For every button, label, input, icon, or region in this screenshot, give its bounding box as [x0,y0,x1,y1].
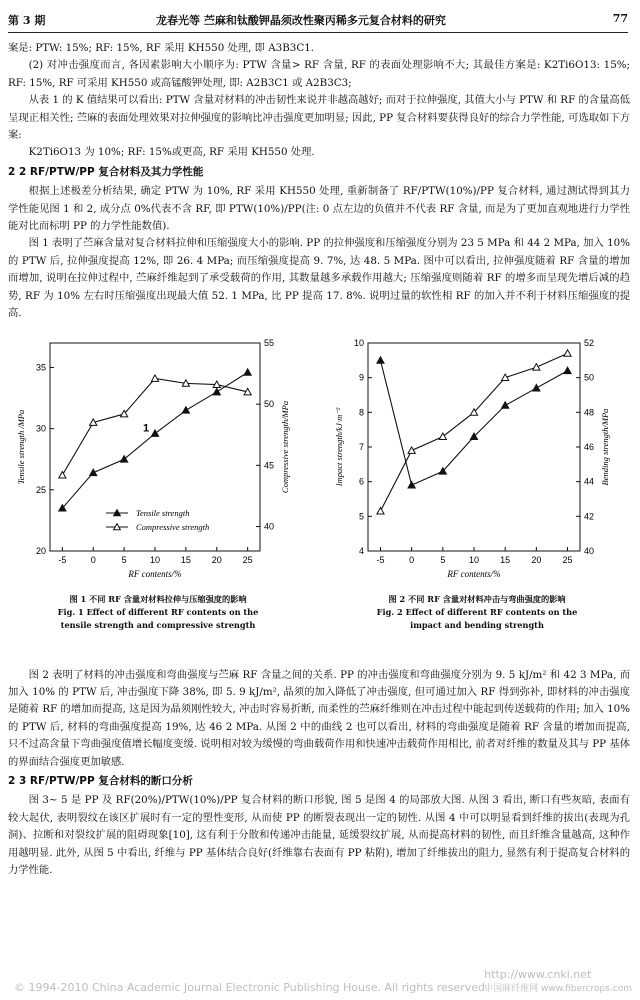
figure-2-chart [326,329,628,591]
y-right-tick-label: 55 [264,337,275,348]
x-tick-label: 0 [409,554,415,565]
y-right-tick-label: 45 [264,459,275,470]
x-tick-label: 10 [468,554,480,565]
y-left-tick-label: 20 [35,545,46,556]
figure-2-caption-en2: impact and bending strength [410,619,544,630]
running-title: 龙春光等 苎麻和钛酸钾晶须改性聚丙稀多元复合材料的研究 [156,14,446,27]
page-number: 77 [612,12,628,25]
data-point-open [533,363,540,369]
y-right-tick-label: 46 [584,441,595,452]
x-tick-label: 25 [562,554,573,565]
running-header [8,8,628,33]
data-point-filled [533,384,540,390]
figure-1-caption [8,593,308,632]
curve-label: 1 [143,422,150,435]
x-tick-label: 0 [90,554,96,565]
section-heading: 2 3 RF/PTW/PP 复合材料的断口分析 [8,774,193,787]
figure-2-caption-en: Fig. 2 Effect of different RF contents on the [376,606,578,617]
x-tick-label: 25 [242,554,253,565]
data-point-open [377,507,384,513]
data-point-filled [564,367,571,373]
y-left-tick-label: 25 [35,484,46,495]
data-point-open [59,471,66,477]
data-point-filled [244,368,251,374]
figure-1-caption-cn: 图 1 不同 RF 含量对材料拉伸与压缩强度的影响 [69,593,247,604]
y-right-axis-label: Compressive strength/MPa [280,400,290,493]
site-footer [484,968,632,994]
y-left-tick-label: 8 [358,406,364,417]
x-axis-label: RF contents/% [447,568,501,579]
figure-1-caption-en2: tensile strength and compressive strength [60,619,256,630]
data-point-open [408,446,415,452]
figure-2-caption-cn: 图 2 不同 RF 含量对材料冲击与弯曲强度的影响 [388,593,566,604]
x-tick-label: 10 [149,554,161,565]
x-axis-label: RF contents/% [128,568,182,579]
figure-1 [8,329,308,591]
y-right-axis-label: Bending strength/MPa [600,408,610,485]
data-point-filled [90,469,97,475]
paragraph: 从表 1 的 K 值结果可以看出: PTW 含量对材料的冲击韧性来说并非越高越好; 而对于拉伸强度, 其值大小与 PTW 和 RF 的含量高低呈现正相关性; 苎麻的表面处理效果对拉伸强度的影响比冲击强度更加明显; 因此, PP 复合材料要获得良好的综合力学性能, 可选取如下方案: [8,94,630,142]
figure-2 [326,329,628,591]
series-line [62,372,247,508]
data-point-open [151,374,158,380]
paragraph: 图 2 表明了材料的冲击强度和弯曲强度与苎麻 RF 含量之间的关系. PP 的冲击强度和弯曲强度分别为 9. 5 kJ/m² 和 42 3 MPa, 而加入 10% 的 PTW 后, 冲击强度下降 38%, 即 5. 9 kJ/m², 晶须的加入降低了冲击强度, 但可通过加入 RF 得到弥补, 即材料的冲击强度是随着 RF 的增加而提高, 这是因为晶须刚性较大, 冲击时容易折断, 而柔性的苎麻纤维则在冲击过程中能起到传送载荷的作用; 加入 10% 的 PTW 后, 材料的弯曲强度提高 19%, 达 46 2 MPa. 从图 2 中的曲线 2 也可以看出, 材料的弯曲强度是随着 RF 含量的增加而提高, 只不过高含量下弯曲强度值增长幅度变缓. 说明相对较为缓慢的弯曲载荷作用和快速冲击载荷作用相比, 前者对纤维的数量及其与 PP 基体的界面结合强度更加敏感. [8,668,630,768]
x-tick-label: 5 [121,554,127,565]
article-body [8,40,630,879]
issue-number: 第 3 期 [8,14,46,27]
y-right-tick-label: 52 [584,337,595,348]
y-left-tick-label: 5 [358,510,364,521]
cnki-url: http://www.cnki.net [484,968,592,981]
figure-1-caption-en: Fig. 1 Effect of different RF contents on the [57,606,259,617]
x-tick-label: -5 [58,554,67,565]
x-tick-label: -5 [376,554,385,565]
y-right-tick-label: 40 [584,545,595,556]
plot-frame [368,343,580,551]
paragraph: 图 1 表明了苎麻含量对复合材料拉伸和压缩强度大小的影响. PP 的拉伸强度和压缩强度分别为 23 5 MPa 和 44 2 MPa, 加入 10% 的 PTW 后, 拉伸强度提高 12%, 即 26. 4 MPa; 而压缩强度提高 9. 7%, 达 48. 5 MPa. 图中可以看出, 拉伸强度随着 RF 含量的增加而增加, 说明在拉伸过程中, 苎麻纤维起到了承受载荷的作用, 其数量越多承载作用越大; 压缩强度则随着 RF 的增多而呈现先增后减的趋势, RF 为 10% 左右时压缩强度出现最大值 52. 1 MPa, 比 PP 提高 17. 8%. 说明过量的软性相 RF 的加入并不利于材料压缩强度的提高. [8,237,630,320]
y-right-tick-label: 44 [584,476,595,487]
figure-2-caption [326,593,628,632]
y-right-tick-label: 48 [584,406,595,417]
y-left-tick-label: 4 [358,545,364,556]
y-left-tick-label: 9 [358,372,364,383]
data-point-filled [377,356,384,362]
copyright-footer: © 1994-2010 China Academic Journal Electronic Publishing House. All rights reserved. [14,981,489,994]
data-point-filled [213,388,220,394]
figure-1-chart [8,329,308,591]
y-right-tick-label: 50 [584,372,595,383]
legend-label: Tensile strength [136,507,190,518]
series-line [380,360,567,485]
paragraph: 图 3~ 5 是 PP 及 RF(20%)/PTW(10%)/PP 复合材料的断口形貌, 图 5 是图 4 的局部放大图. 从图 3 看出, 断口有些灰暗, 表面有较大起伏, 表明裂纹在该区扩展时有一定的塑性变形, 从而使 PP 的断裂表现出一定的韧性. 从图 4 中可以明显看到纤维的拔出(表现为孔洞)、拉断和对裂纹扩展的阻碍现象[10], 这有利于分散和传递冲击能量, 延缓裂纹扩展, 从而提高材料的韧性, 而且纤维含量越高, 这种作用越明显. 此外, 从图 5 中看出, 纤维与 PP 基体结合良好(纤维靠右表面有 PP 粘附), 增加了纤维拔出的阻力, 显然有利于提高复合材料的力学性能. [8,794,630,876]
data-point-filled [151,429,158,435]
y-right-tick-label: 42 [584,510,595,521]
x-tick-label: 20 [211,554,222,565]
paragraph: 根据上述极差分析结果, 确定 PTW 为 10%, RF 采用 KH550 处理, 重新制备了 RF/PTW(10%)/PP 复合材料, 通过测试得到其力学性能见图 1 和 2, 成分点 0%代表不含 RF, 即 PTW(10%)/PP(注: 0 点左边的负值并不代表 RF 含量, 而是为了更加直观地进行力学性能对比而标明 PP 的力学性能数值). [8,185,630,233]
x-tick-label: 15 [500,554,511,565]
y-left-tick-label: 10 [353,337,364,348]
figures-row [8,329,630,659]
data-point-filled [408,481,415,487]
y-right-tick-label: 40 [264,521,275,532]
y-left-axis-label: Impact strength/kJ·m⁻² [334,407,344,486]
data-point-filled [182,406,189,412]
y-left-tick-label: 7 [358,441,364,452]
x-tick-label: 15 [180,554,191,565]
data-point-open [564,349,571,355]
y-left-tick-label: 6 [358,476,364,487]
y-left-tick-label: 30 [35,423,46,434]
x-tick-label: 20 [531,554,542,565]
paragraph: K2Ti6O13 为 10%; RF: 15%或更高, RF 采用 KH550 处理. [28,146,315,159]
data-point-filled [502,401,509,407]
y-right-tick-label: 50 [264,398,275,409]
paragraph: (2) 对冲击强度而言, 各因素影响大小顺序为: PTW 含量> RF 含量, RF 的表面处理影响不大; 其最佳方案是: K2Ti6O13: 15%; RF: 15%, RF 可采用 KH550 或高锰酸钾处理, 即: A2B3C1 或 A2B3C3; [8,59,630,89]
y-left-axis-label: Tensile strength /MPa [16,409,26,484]
section-heading: 2 2 RF/PTW/PP 复合材料及其力学性能 [8,165,204,178]
legend-label: Compressive strength [136,521,210,532]
fibercrops-watermark: 中国麻纤维网 www.fibercrops.com [484,984,632,994]
paragraph: 案是: PTW: 15%; RF: 15%, RF 采用 KH550 处理, 即 A3B3C1. [8,42,315,54]
y-left-tick-label: 35 [35,361,46,372]
x-tick-label: 5 [440,554,446,565]
